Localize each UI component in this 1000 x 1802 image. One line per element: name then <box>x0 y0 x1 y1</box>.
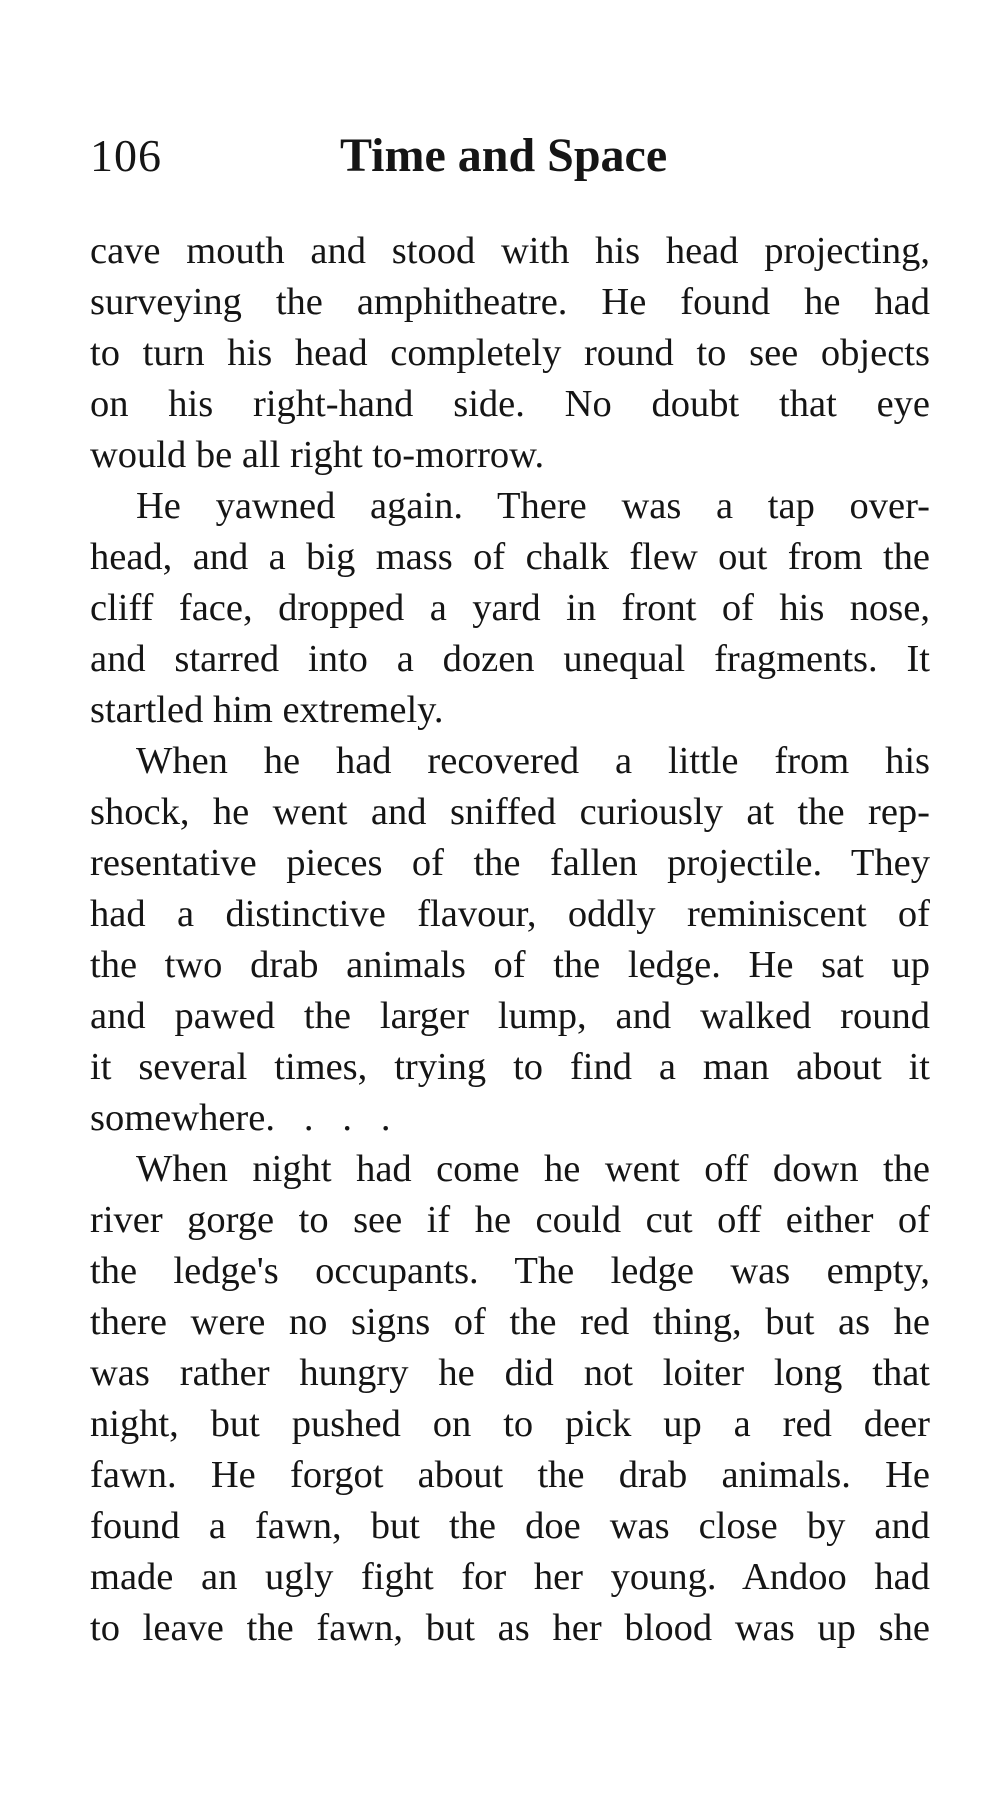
text-line: shock, he went and sniffed curiously at the rep- <box>90 791 930 833</box>
text-line: surveying the amphitheatre. He found he had <box>90 281 930 323</box>
text-line: the two drab animals of the ledge. He sat up <box>90 944 930 986</box>
text-line: was rather hungry he did not loiter long that <box>90 1352 930 1394</box>
paragraph <box>90 1144 930 1654</box>
paragraph <box>90 481 930 736</box>
text-line: on his right-hand side. No doubt that eye <box>90 383 930 425</box>
page-number: 106 <box>90 130 162 181</box>
text-line: resentative pieces of the fallen projectile. They <box>90 842 930 884</box>
text-line: made an ugly fight for her young. Andoo had <box>90 1556 930 1598</box>
text-line: the ledge's occupants. The ledge was empty, <box>90 1250 930 1292</box>
text-line: startled him extremely. <box>90 689 444 731</box>
text-line: cliff face, dropped a yard in front of his nose, <box>90 587 930 629</box>
text-line: and pawed the larger lump, and walked round <box>90 995 930 1037</box>
page-header <box>90 126 930 186</box>
text-line: and starred into a dozen unequal fragments. It <box>90 638 930 680</box>
text-line: When night had come he went off down the <box>136 1148 930 1190</box>
paragraph <box>90 226 930 481</box>
text-line: fawn. He forgot about the drab animals. He <box>90 1454 930 1496</box>
text-line: head, and a big mass of chalk flew out from the <box>90 536 930 578</box>
text-line: He yawned again. There was a tap over- <box>136 485 930 527</box>
text-line: to leave the fawn, but as her blood was up she <box>90 1607 930 1649</box>
paragraph <box>90 736 930 1144</box>
text-line: to turn his head completely round to see objects <box>90 332 930 374</box>
body-text <box>90 226 930 1654</box>
text-line: river gorge to see if he could cut off either of <box>90 1199 930 1241</box>
text-line: cave mouth and stood with his head projecting, <box>90 230 930 272</box>
running-title: Time and Space <box>340 129 668 182</box>
text-line: somewhere. . . . <box>90 1097 391 1139</box>
text-line: would be all right to-morrow. <box>90 434 545 476</box>
text-line: there were no signs of the red thing, but as he <box>90 1301 930 1343</box>
text-line: night, but pushed on to pick up a red deer <box>90 1403 930 1445</box>
text-line: found a fawn, but the doe was close by and <box>90 1505 930 1547</box>
text-line: When he had recovered a little from his <box>136 740 930 782</box>
text-line: it several times, trying to find a man about it <box>90 1046 930 1088</box>
text-line: had a distinctive flavour, oddly reminiscent of <box>90 893 930 935</box>
